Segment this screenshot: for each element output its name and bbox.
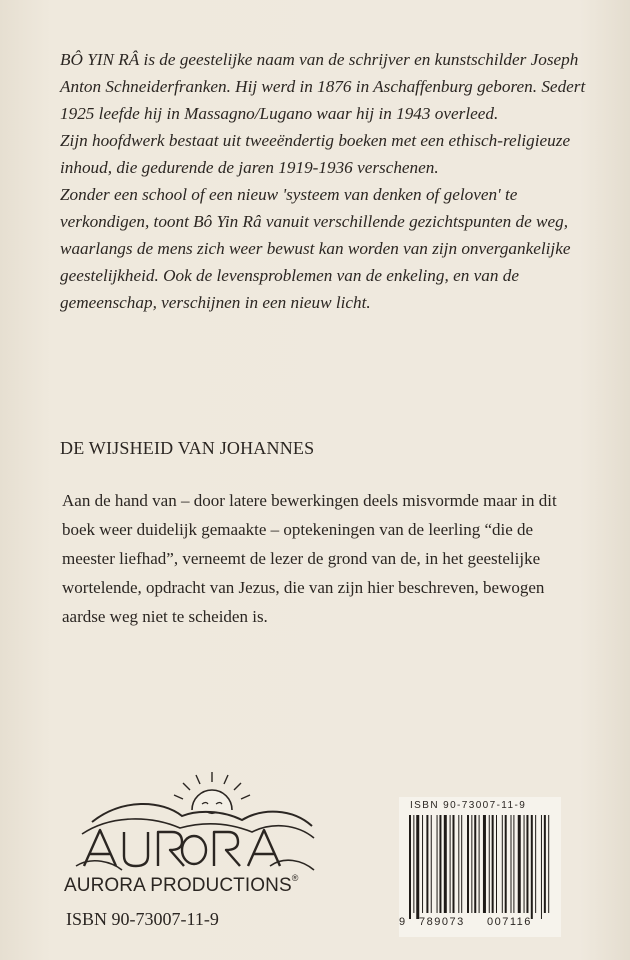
barcode-bar [444,815,447,913]
barcode-bar [431,815,432,913]
barcode-bar [483,815,486,913]
barcode [407,815,557,925]
barcode-bar [496,815,497,913]
barcode-bar [471,815,472,913]
barcode-bar [458,815,459,913]
barcode-bar [437,815,438,913]
barcode-bar [505,815,507,913]
barcode-bar [526,815,528,913]
barcode-isbn-label: ISBN 90-73007-11-9 [410,800,527,811]
barcode-bar [474,815,476,913]
barcode-bar [518,815,521,913]
isbn-text: ISBN 90-73007-11-9 [66,909,219,929]
barcode-bar [413,815,414,913]
publisher-logo [62,770,322,900]
barcode-bar [513,815,514,913]
barcode-bar [502,815,503,913]
publisher-name-text: AURORA PRODUCTIONS [64,875,292,896]
barcode-bar [541,815,542,919]
barcode-bar [453,815,455,913]
bio-paragraph: BÔ YIN RÂ is de geestelijke naam van de schrijver en kunstschilder Joseph Anton Schneiderfranken. Hij werd in 1876 in Aschaffenburg geboren. Sedert 1925 leefde hij in Massagno/Lugano waar hij in 1943 overleed. [60,50,586,123]
barcode-bar [450,815,451,913]
barcode-bar [492,815,494,913]
barcode-right-group: 007116 [487,916,532,928]
barcode-left-group: 789073 [419,916,465,928]
bio-paragraph: Zonder een school of een nieuw 'systeem van denken of geloven' te verkondigen, toont Bô Yin Râ vanuit verschillende gezichtspunten de weg, waarlangs de mens zich weer bewust kan worden van zijn onvergankelijke geestelijkheid. Ook de levensproblemen van de enkeling, en van de gemeenschap, verschijnen in een nieuw licht. [60,185,571,312]
barcode-bar [535,815,536,913]
trademark-symbol: ® [291,873,299,883]
aurora-sun-icon [62,770,322,880]
barcode-bar [479,815,480,913]
publisher-name [64,875,344,897]
barcode-bar [548,815,549,913]
barcode-bar [467,815,469,913]
barcode-bar [426,815,428,913]
barcode-bar [524,815,525,913]
barcode-bar [489,815,490,913]
bio-paragraph: Zijn hoofdwerk bestaat uit tweeëndertig boeken met een ethisch-religieuze inhoud, die gedurende de jaren 1919-1936 verschenen. [60,131,571,177]
book-description: Aan de hand van – door latere bewerkingen deels misvormde maar in dit boek weer duidelijk gemaakte – optekeningen van de leerling “die de meester liefhad”, verneemt de lezer de grond van de, in het geestelijke wortelende, opdracht van Jezus, die van zijn hier beschreven, bewogen aardse weg niet te scheiden is. [62,491,557,626]
barcode-bar [409,815,411,919]
barcode-bar [461,815,462,913]
author-biography [60,46,590,316]
barcode-first-digit: 9 [399,916,406,928]
barcode-bar [544,815,546,913]
barcode-bar [531,815,533,919]
barcode-bar [511,815,512,913]
book-title: DE WIJSHEID VAN JOHANNES [60,438,315,458]
barcode-bar [416,815,419,919]
barcode-bar [439,815,441,913]
barcode-bar [422,815,423,913]
